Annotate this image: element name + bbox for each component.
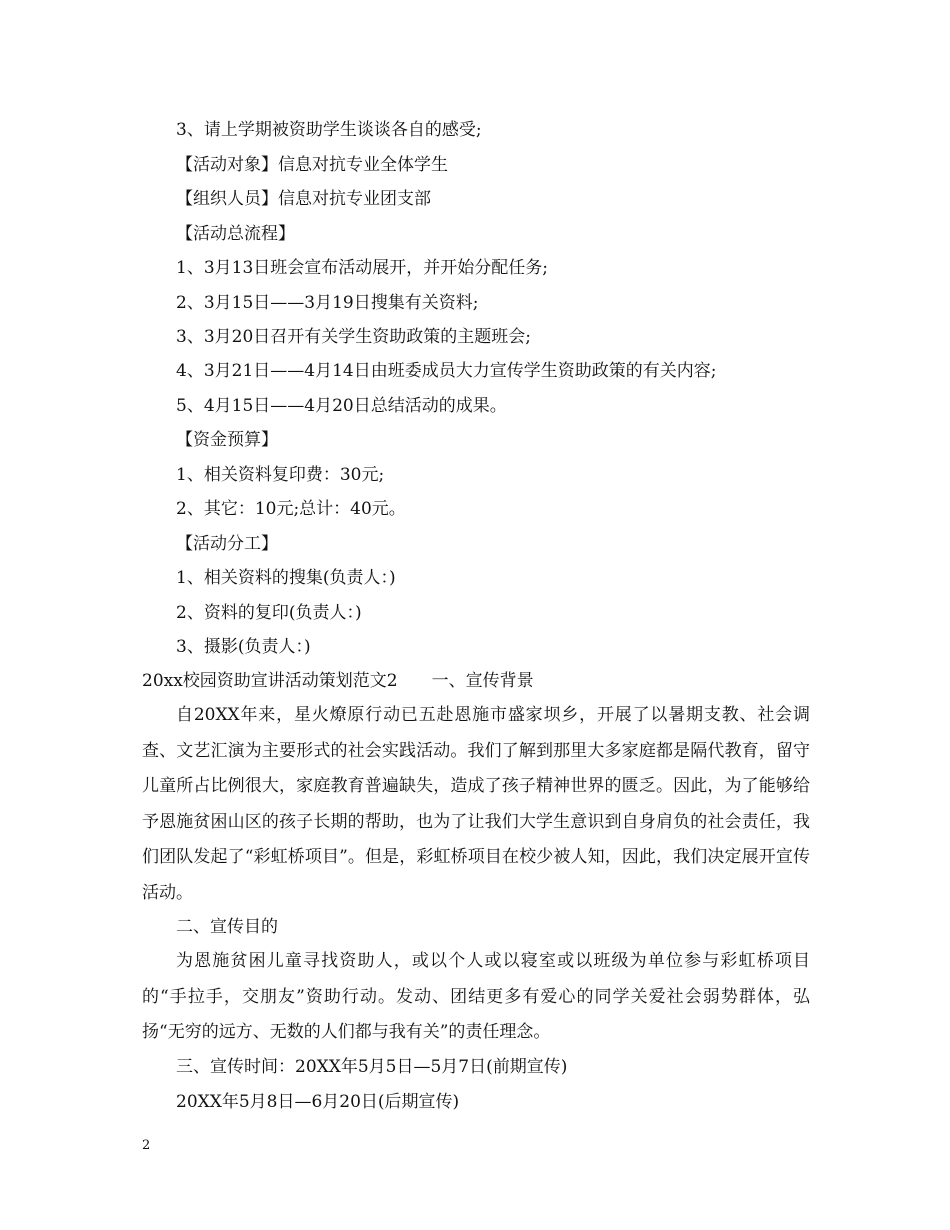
section-heading: 【活动分工】 xyxy=(176,534,278,554)
text-line: 三、宣传时间：20XX年5月5日—5月7日(前期宣传) xyxy=(176,1057,568,1077)
section-heading: 【资金预算】 xyxy=(176,430,278,450)
text-line: 2、其它：10元;总计：40元。 xyxy=(176,499,406,519)
text-line: 2、3月15日——3月19日搜集有关资料; xyxy=(176,293,479,313)
text-line: 【组织人员】信息对抗专业团支部 xyxy=(176,189,431,209)
text-line: 5、4月15日——4月20日总结活动的成果。 xyxy=(176,396,507,416)
text-line: 1、相关资料复印费：30元; xyxy=(176,465,385,485)
purpose-paragraph: 为恩施贫困儿童寻找资助人，或以个人或以寝室或以班级为单位参与彩虹桥项目的“手拉手，交朋友”资助行动。发动、团结更多有爱心的同学关爱社会弱势群体，弘扬“无穷的远方、无数的人们都与我有关”的责任理念。 xyxy=(142,951,810,1042)
text-line: 1、相关资料的搜集(负责人：) xyxy=(176,568,396,588)
text-line: 3、摄影(负责人：) xyxy=(176,637,311,657)
text-line: 4、3月21日——4月14日由班委成员大力宣传学生资助政策的有关内容; xyxy=(176,361,717,381)
text-line: 2、资料的复印(负责人：) xyxy=(176,603,362,623)
text-line: 1、3月13日班会宣布活动展开，并开始分配任务; xyxy=(176,258,548,278)
page-number: 2 xyxy=(142,1138,151,1153)
text-line: 20XX年5月8日—6月20日(后期宣传) xyxy=(176,1092,460,1112)
text-line: 【活动对象】信息对抗专业全体学生 xyxy=(176,155,448,175)
section-heading: 【活动总流程】 xyxy=(176,224,295,244)
text-line: 3、3月20日召开有关学生资助政策的主题班会; xyxy=(176,327,531,347)
document-title-line: 20xx校园资助宣讲活动策划范文2 一、宣传背景 xyxy=(142,671,534,691)
background-paragraph: 自20XX年来，星火燎原行动已五赴恩施市盛家坝乡，开展了以暑期支教、社会调查、文艺汇演为主要形式的社会实践活动。我们了解到那里大多家庭都是隔代教育，留守儿童所占比例很大，家庭教育普遍缺失，造成了孩子精神世界的匮乏。因此，为了能够给予恩施贫困山区的孩子长期的帮助，也为了让我们大学生意识到自身肩负的社会责任，我们团队发起了“彩虹桥项目”。但是，彩虹桥项目在校少被人知，因此，我们决定展开宣传活动。 xyxy=(142,705,810,903)
section-heading: 二、宣传目的 xyxy=(176,917,278,937)
text-line: 3、请上学期被资助学生谈谈各自的感受; xyxy=(176,120,482,140)
